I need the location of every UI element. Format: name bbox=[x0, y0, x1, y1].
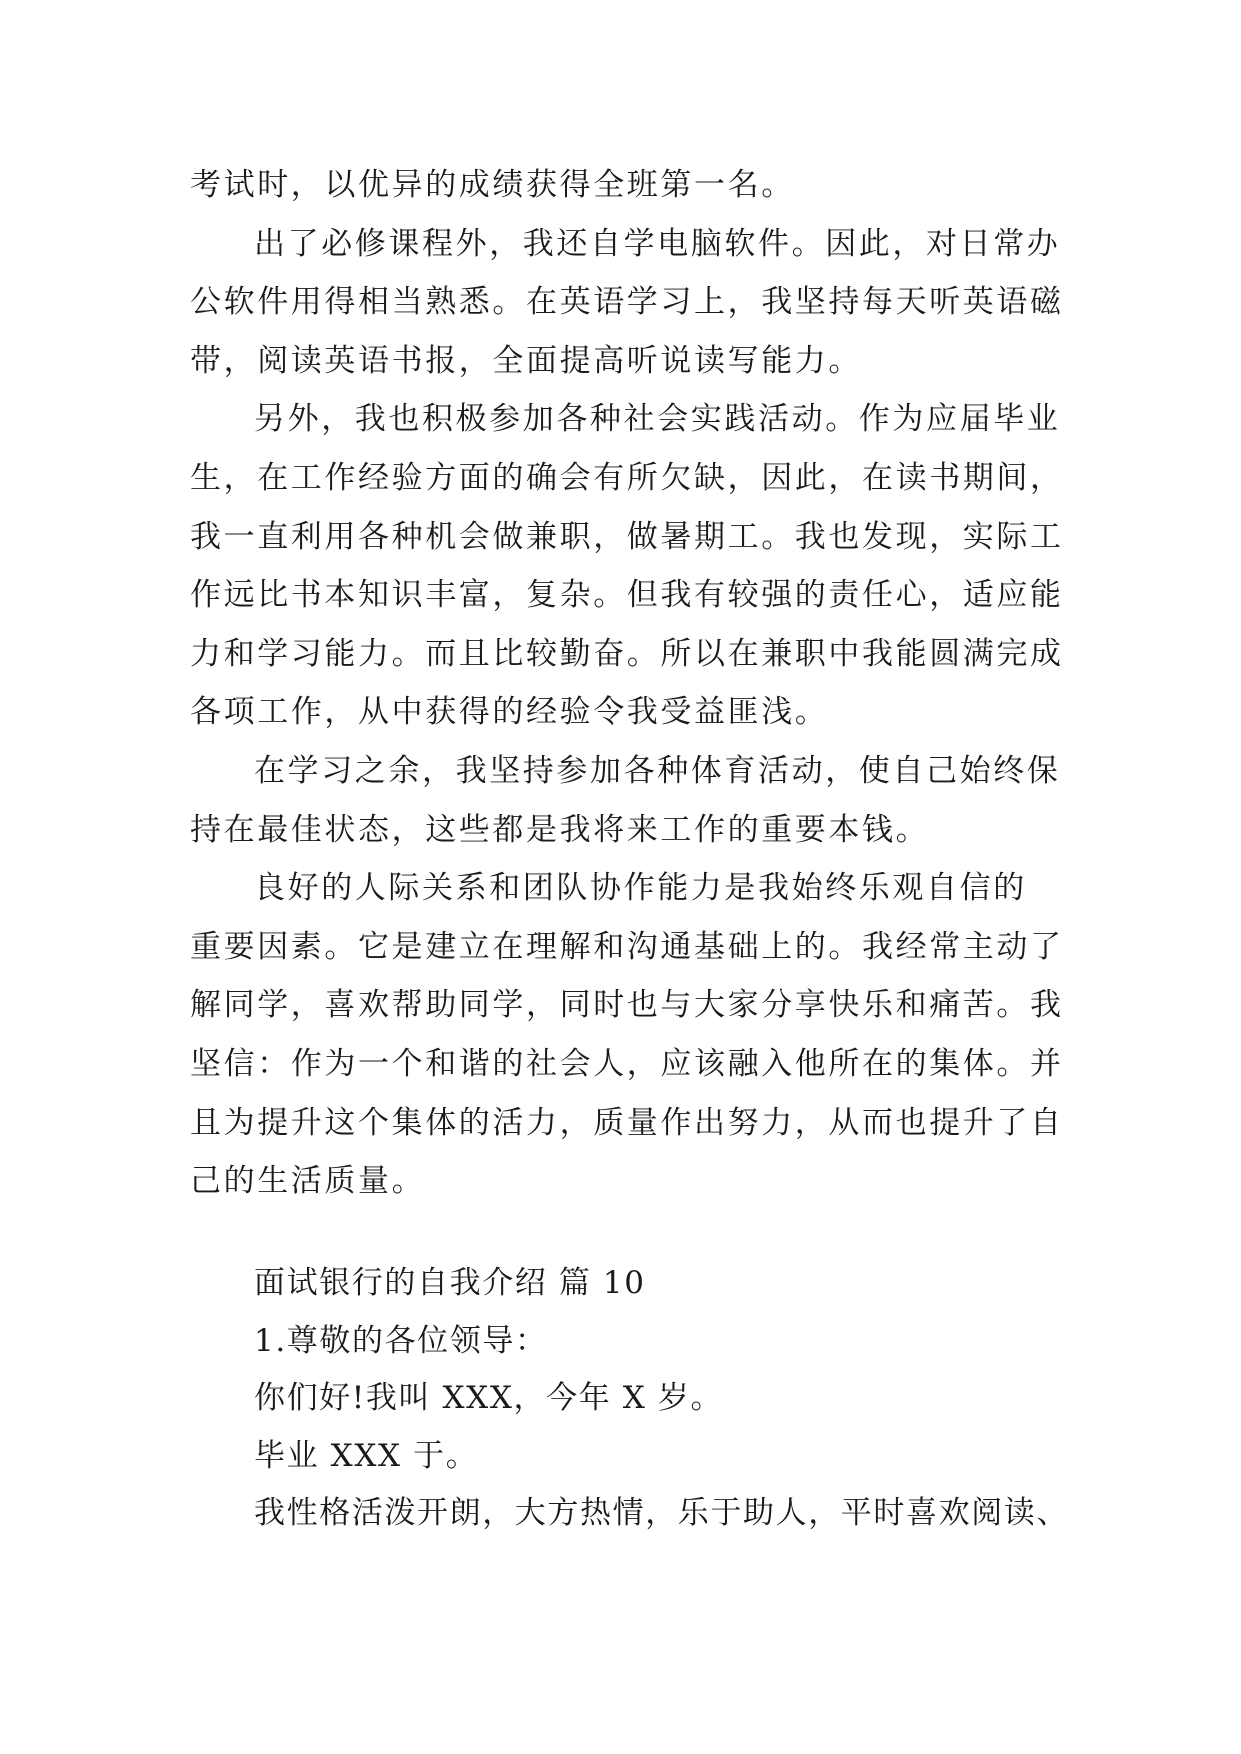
text-line: 公软件用得相当熟悉。在英语学习上，我坚持每天听英语磁 bbox=[190, 284, 1064, 321]
section-line: 你们好!我叫 XXX，今年 X 岁。 bbox=[254, 1380, 724, 1416]
section-line: 我性格活泼开朗，大方热情，乐于助人，平时喜欢阅读、 bbox=[254, 1495, 1069, 1531]
text-line: 持在最佳状态，这些都是我将来工作的重要本钱。 bbox=[190, 811, 930, 848]
text-line: 己的生活质量。 bbox=[190, 1163, 426, 1200]
text-line: 作远比书本知识丰富，复杂。但我有较强的责任心，适应能 bbox=[190, 577, 1064, 614]
text-line: 考试时，以优异的成绩获得全班第一名。 bbox=[190, 167, 795, 203]
text-line: 我一直利用各种机会做兼职，做暑期工。我也发现，实际工 bbox=[190, 518, 1064, 555]
text-line: 另外，我也积极参加各种社会实践活动。作为应届毕业 bbox=[254, 401, 1061, 438]
text-line: 且为提升这个集体的活力，质量作出努力，从而也提升了自 bbox=[190, 1104, 1064, 1141]
text-line: 力和学习能力。而且比较勤奋。所以在兼职中我能圆满完成 bbox=[190, 635, 1064, 672]
text-line: 重要因素。它是建立在理解和沟通基础上的。我经常主动了 bbox=[190, 928, 1064, 965]
section-line: 毕业 XXX 于。 bbox=[254, 1437, 479, 1474]
text-line: 解同学，喜欢帮助同学，同时也与大家分享快乐和痛苦。我 bbox=[190, 987, 1064, 1024]
text-line: 在学习之余，我坚持参加各种体育活动，使自己始终保 bbox=[254, 752, 1061, 789]
text-line: 各项工作，从中获得的经验令我受益匪浅。 bbox=[190, 694, 829, 731]
body-text bbox=[190, 156, 1064, 1211]
text-line: 带，阅读英语书报，全面提高听说读写能力。 bbox=[190, 342, 862, 379]
text-line: 良好的人际关系和团队协作能力是我始终乐观自信的 bbox=[254, 870, 1027, 907]
text-line: 生，在工作经验方面的确会有所欠缺，因此，在读书期间， bbox=[190, 459, 1064, 496]
section-10 bbox=[254, 1255, 1114, 1543]
section-heading: 面试银行的自我介绍 篇 10 bbox=[254, 1265, 646, 1301]
text-line: 出了必修课程外，我还自学电脑软件。因此，对日常办 bbox=[254, 225, 1061, 262]
section-line: 1.尊敬的各位领导： bbox=[254, 1322, 548, 1359]
text-line: 坚信：作为一个和谐的社会人，应该融入他所在的集体。并 bbox=[190, 1045, 1064, 1082]
